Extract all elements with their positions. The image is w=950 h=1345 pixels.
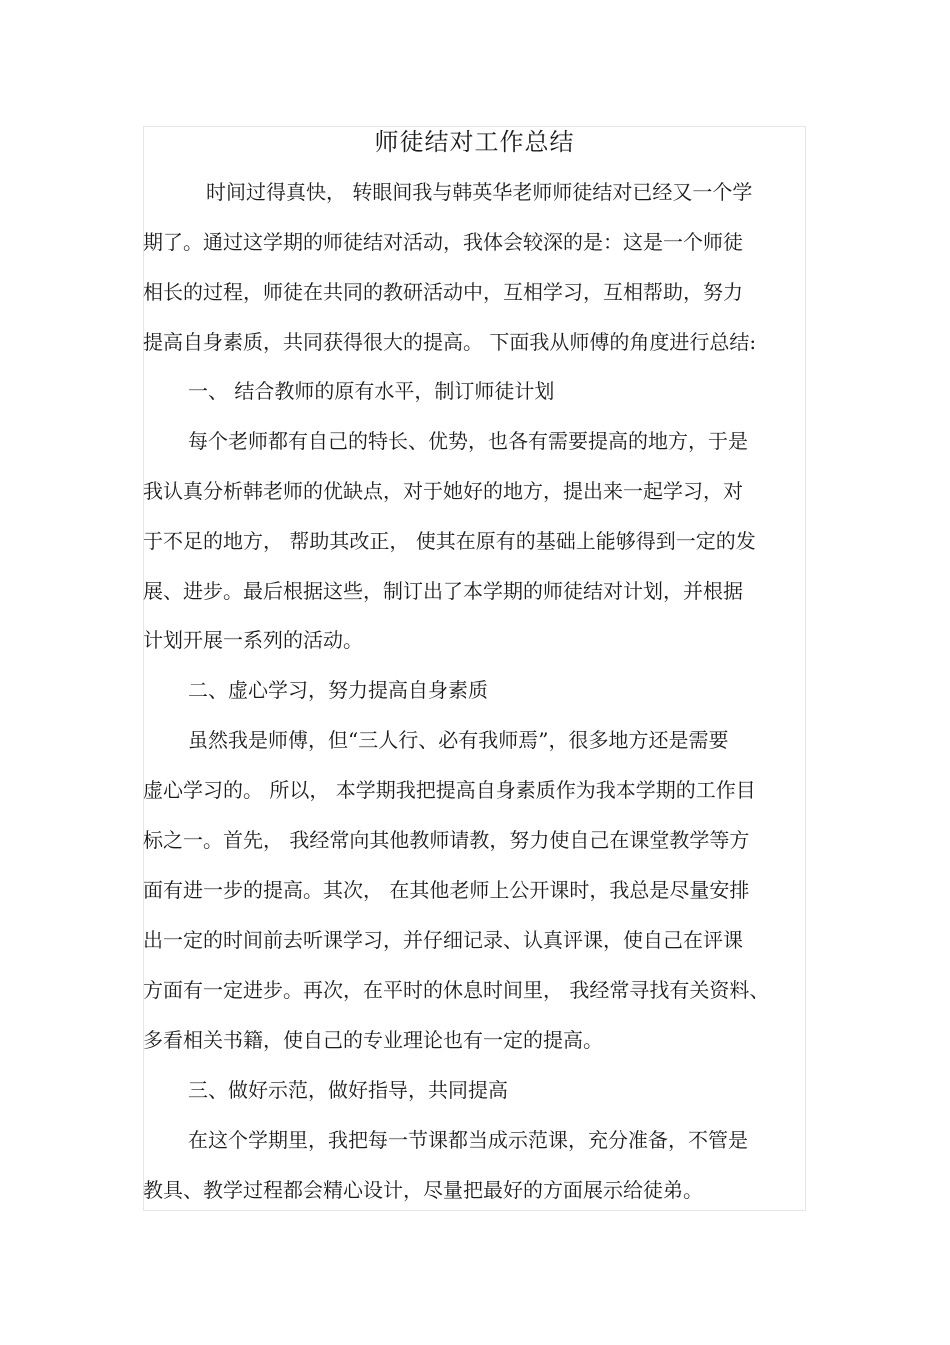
- paragraph-line: 在这个学期里，我把每一节课都当成示范课，充分准备，不管是: [188, 1128, 748, 1152]
- paragraph-line: 每个老师都有自己的特长、优势，也各有需要提高的地方，于是: [188, 429, 748, 453]
- paragraph-line: 展、进步。最后根据这些，制订出了本学期的师徒结对计划，并根据: [143, 579, 743, 603]
- paragraph-line: 多看相关书籍，使自己的专业理论也有一定的提高。: [143, 1028, 603, 1052]
- paragraph-line: 面有进一步的提高。其次， 在其他老师上公开课时，我总是尽量安排: [143, 878, 750, 902]
- paragraph-line: 标之一。首先， 我经常向其他教师请教，努力使自己在课堂教学等方: [143, 828, 750, 852]
- paragraph-line: 时间过得真快， 转眼间我与韩英华老师师徒结对已经又一个学: [206, 180, 753, 204]
- paragraph-line: 相长的过程，师徒在共同的教研活动中，互相学习，互相帮助，努力: [143, 280, 743, 304]
- paragraph-line: 出一定的时间前去听课学习，并仔细记录、认真评课，使自己在评课: [143, 928, 743, 952]
- section-heading: 二、虚心学习，努力提高自身素质: [188, 678, 488, 702]
- paragraph-line: 期了。通过这学期的师徒结对活动，我体会较深的是：这是一个师徒: [143, 230, 743, 254]
- paragraph-line: 教具、教学过程都会精心设计，尽量把最好的方面展示给徒弟。: [143, 1178, 703, 1202]
- section-heading: 三、做好示范，做好指导，共同提高: [188, 1078, 508, 1102]
- paragraph-line: 我认真分析韩老师的优缺点，对于她好的地方，提出来一起学习，对: [143, 479, 743, 503]
- section-heading: 一、 结合教师的原有水平，制订师徒计划: [188, 379, 555, 403]
- paragraph-line: 方面有一定进步。再次，在平时的休息时间里， 我经常寻找有关资料、: [143, 978, 770, 1002]
- paragraph-line: 虚心学习的。 所以， 本学期我把提高自身素质作为我本学期的工作目: [143, 778, 756, 802]
- document-title: 师徒结对工作总结: [374, 128, 575, 156]
- paragraph-line: 于不足的地方， 帮助其改正， 使其在原有的基础上能够得到一定的发: [143, 529, 756, 553]
- paragraph-line: 虽然我是师傅，但“三人行、必有我师焉”，很多地方还是需要: [188, 728, 729, 752]
- paragraph-line: 提高自身素质，共同获得很大的提高。 下面我从师傅的角度进行总结:: [143, 330, 757, 354]
- paragraph-line: 计划开展一系列的活动。: [143, 628, 363, 652]
